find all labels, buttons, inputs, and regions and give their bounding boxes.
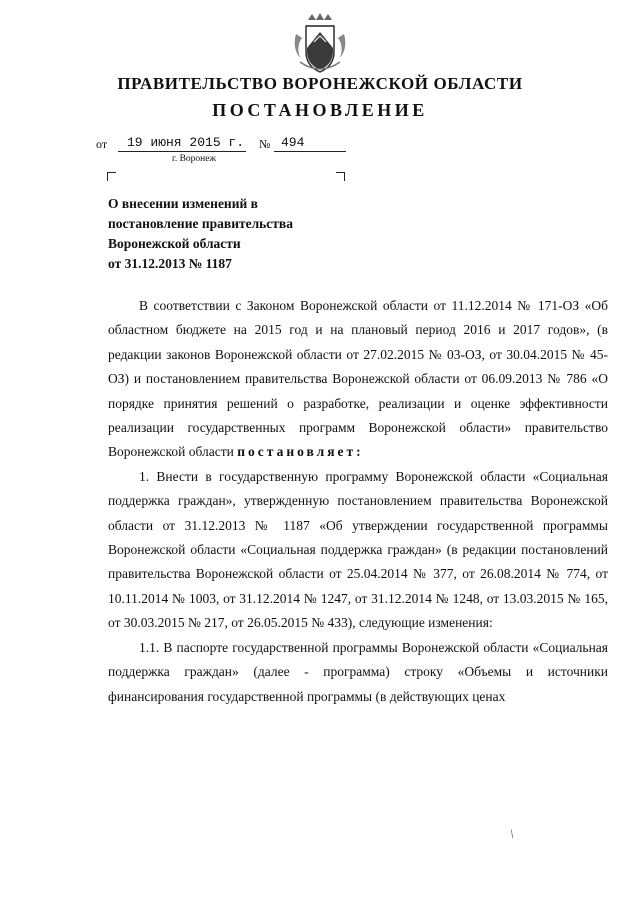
coat-of-arms-icon (290, 12, 350, 78)
body-paragraph (108, 294, 608, 465)
number-underline (274, 151, 346, 152)
body-paragraph: 1.1. В паспорте государственной программы Воронежской области «Социальная поддержка граждан» (далее - программа) строку «Объемы и источники финансирования государственной программы (в действующих ценах (108, 639, 608, 704)
subject-line: О внесении изменений в (108, 196, 258, 211)
date-underline (118, 151, 246, 152)
subject-line: от 31.12.2013 № 1187 (108, 256, 232, 271)
corner-bracket-right (336, 172, 345, 181)
document-date: 19 июня 2015 г. (127, 135, 245, 150)
subject-line: постановление правительства (108, 216, 293, 231)
corner-bracket-left (107, 172, 116, 181)
resolution-keyword: постановляет: (237, 444, 364, 460)
government-title: ПРАВИТЕЛЬСТВО ВОРОНЕЖСКОЙ ОБЛАСТИ (117, 74, 523, 93)
subject-line: Воронежской области (108, 236, 241, 251)
body-paragraph: 1. Внести в государственную программу Воронежской области «Социальная поддержка граждан», утвержденную постановлением правительства Воронежской области от 31.12.2013 № 1187 «Об утверждении государственной программы Воронежской области «Социальная поддержка граждан» (в редакции постановлений правительства Воронежской области от 25.04.2014 № 377, от 26.08.2014 № 774, от 10.11.2014 № 1003, от 31.12.2014 № 1247, от 31.12.2014 № 1248, от 13.03.2015 № 165, от 30.03.2015 № 217, от 26.05.2015 № 433), следующие изменения: (108, 468, 608, 631)
city-label: г. Воронеж (172, 154, 217, 164)
from-label: от (96, 137, 108, 151)
preamble-text: В соответствии с Законом Воронежской области от 11.12.2014 № 171-ОЗ «Об областном бюджете на 2015 год и на плановый период 2016 и 2017 годов», (в редакции законов Воронежской области от 27.02.2015 № 03-ОЗ, от 30.04.2015 № 45-ОЗ) и постановлением правительства Воронежской области от 06.09.2013 № 786 «О порядке принятия решений о разработке, реализации и оценке эффективности реализации государственных программ Воронежской области» правительство Воронежской области (108, 298, 608, 460)
document-type: ПОСТАНОВЛЕНИЕ (212, 100, 428, 120)
document-body (108, 294, 608, 709)
handwritten-mark: \ (510, 826, 514, 841)
document-subject (108, 194, 368, 274)
document-number: 494 (281, 135, 305, 150)
number-label: № (259, 137, 271, 151)
